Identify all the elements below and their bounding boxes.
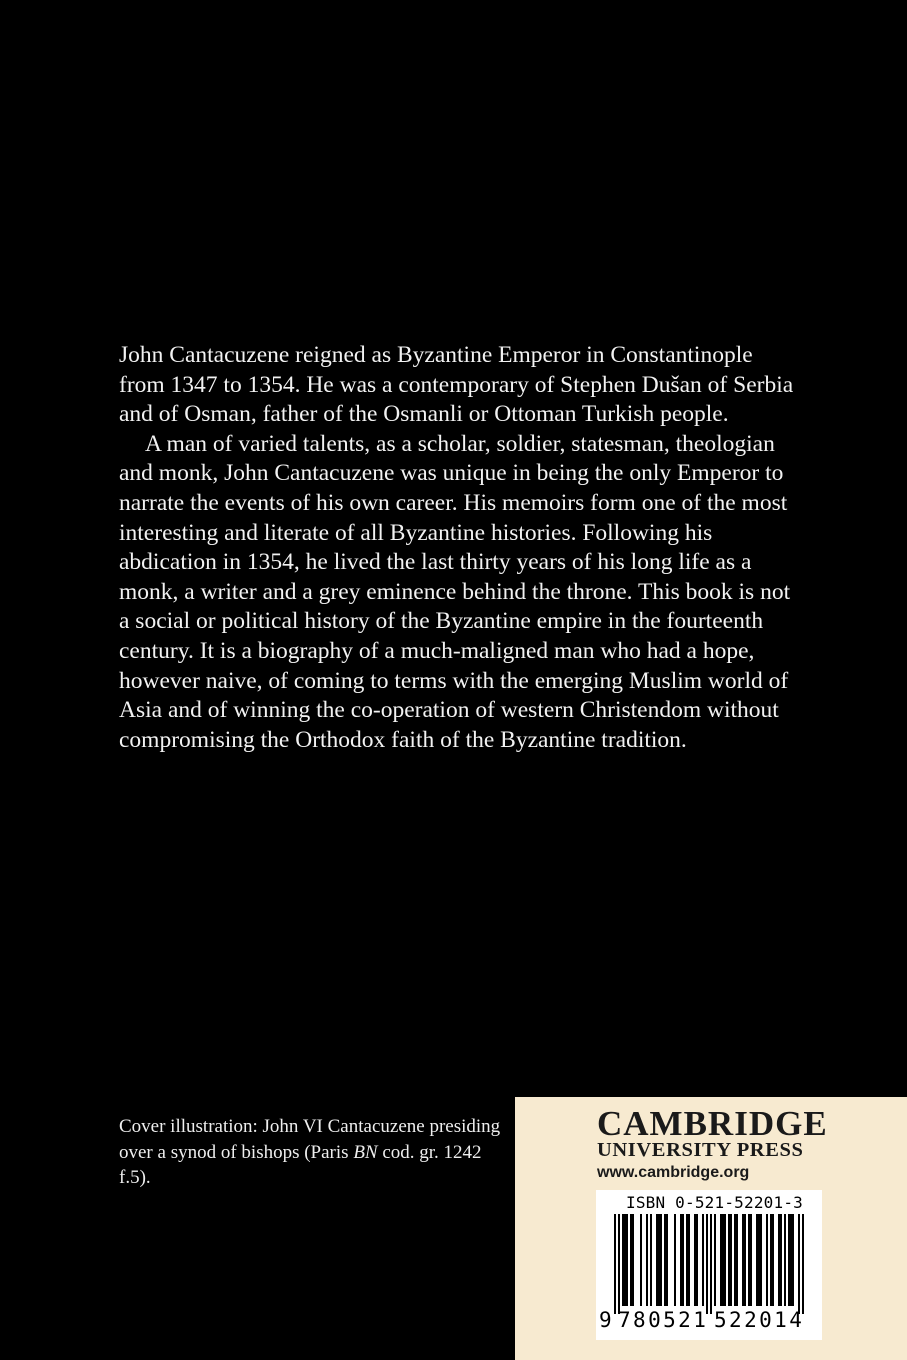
barcode-bar [778,1214,780,1306]
caption-prefix: Cover illustration: John VI Cantacuzene presiding over a synod of bishops (Paris [119,1116,501,1163]
barcode-bar [772,1214,774,1306]
barcode-bar [658,1214,660,1306]
barcode-bar [784,1214,786,1306]
barcode-bar [622,1214,624,1306]
barcode-bar [630,1214,632,1306]
barcode-bar [736,1214,738,1306]
barcode-bar [742,1214,744,1306]
barcode-bar [626,1214,628,1306]
barcode-bar [706,1214,708,1314]
barcode-bar [674,1214,676,1306]
barcode-bar [624,1214,626,1306]
barcode-bar [714,1214,716,1306]
barcode-bar [656,1214,658,1306]
isbn-label: ISBN 0-521-52201-3 [626,1193,803,1212]
barcode-bar [722,1214,724,1306]
ean-lead-digit: 9 [599,1308,612,1332]
back-cover-blurb [119,341,799,755]
barcode-bar [710,1214,712,1314]
barcode-bar [766,1214,768,1306]
barcode-bar [702,1214,704,1306]
barcode-bars [596,1214,822,1314]
barcode-bar [640,1214,642,1306]
publisher-url: www.cambridge.org [597,1164,750,1181]
barcode-bar [758,1214,760,1306]
barcode-bar [682,1214,684,1306]
blurb-paragraph-2: A man of varied talents, as a scholar, soldier, statesman, theologian and monk, John Cantacuzene was unique in being the only Emperor to narrate the events of his own career. His memoirs form one of the most interesting and literate of all Byzantine histories. Following his abdication in 1354, he lived the last thirty years of his long life as a monk, a writer and a grey eminence behind the throne. This book is not a social or political history of the Byzantine empire in the fourteenth century. It is a biography of a much-maligned man who had a hope, however naive, of coming to terms with the emerging Muslim world of Asia and of winning the co-operation of western Christendom without compromising the Orthodox faith of the Byzantine tradition. [119,430,791,753]
barcode-box [596,1190,822,1340]
barcode-bar [666,1214,668,1306]
barcode-bar [798,1214,800,1314]
barcode-bar [724,1214,726,1306]
barcode-bar [614,1214,616,1314]
caption-italic: BN [353,1141,378,1163]
blurb-paragraph-1: John Cantacuzene reigned as Byzantine Emperor in Constantinople from 1347 to 1354. He was a contemporary of Stephen Dušan of Serbia and of Osman, father of the Osmanli or Ottoman Turkish people. [119,342,794,428]
cover-illustration-caption [119,1114,504,1191]
barcode-bar [734,1214,736,1306]
barcode-bar [790,1214,792,1306]
barcode-bar [694,1214,696,1306]
caption-suffix: cod. gr. 1242 f.5). [119,1141,482,1188]
barcode-bar [696,1214,698,1306]
barcode-bar [748,1214,750,1306]
publisher-panel [515,1097,907,1360]
barcode-bar [792,1214,794,1306]
barcode-bar [750,1214,752,1306]
barcode-bar [770,1214,772,1306]
barcode-bar [650,1214,652,1306]
barcode-bar [688,1214,690,1306]
barcode-bar [802,1214,804,1314]
barcode-bar [646,1214,648,1306]
barcode-bar [728,1214,730,1306]
publisher-name: CAMBRIDGE [597,1104,828,1143]
barcode-bar [744,1214,746,1306]
barcode-bar [780,1214,782,1306]
barcode-bar [730,1214,732,1306]
barcode-bar [680,1214,682,1306]
barcode-bar [660,1214,662,1306]
ean-group-2: 522014 [714,1308,805,1332]
barcode-bar [686,1214,688,1306]
barcode-bar [618,1214,620,1314]
barcode-bar [720,1214,722,1306]
barcode-bar [664,1214,666,1306]
barcode-bar [632,1214,634,1306]
barcode-bar [756,1214,758,1306]
ean-group-1: 780521 [618,1308,709,1332]
barcode-bar [760,1214,762,1306]
barcode-bar [788,1214,790,1306]
publisher-subtitle: UNIVERSITY PRESS [597,1139,804,1161]
